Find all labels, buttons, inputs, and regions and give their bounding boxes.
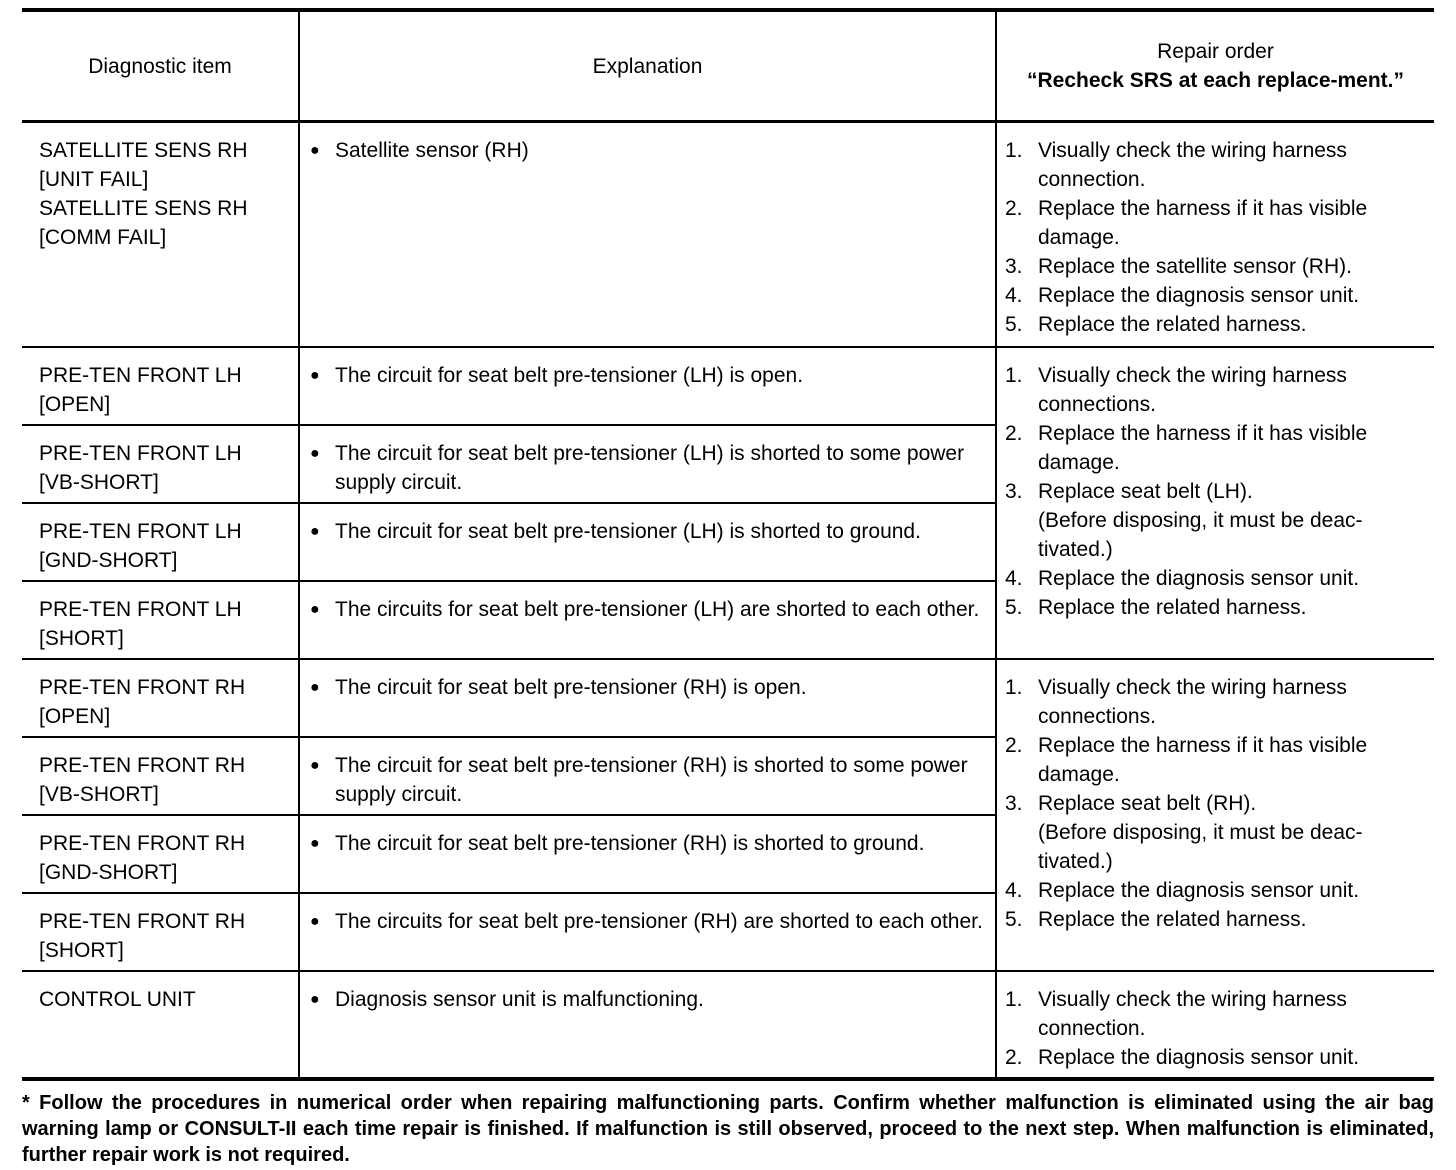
repair-step	[1005, 789, 1428, 876]
table-row	[22, 122, 1434, 347]
repair-step	[1005, 310, 1428, 339]
explanation-text: The circuit for seat belt pre-tensioner (RH) is shorted to some power supply circuit.	[335, 753, 968, 806]
step-number: 2.	[1005, 421, 1023, 445]
step-number: 1.	[1005, 139, 1023, 162]
diagnostic-item-cell: PRE-TEN FRONT RH [OPEN]	[22, 659, 299, 737]
step-text: Replace the diagnosis sensor unit.	[1038, 566, 1360, 590]
step-number: 3.	[1005, 791, 1023, 815]
diagnostic-item-cell: CONTROL UNIT	[22, 971, 299, 1079]
bullet-icon: ●	[310, 142, 320, 159]
step-number: 5.	[1005, 907, 1023, 931]
step-number: 1.	[1005, 675, 1023, 699]
explanation-text: The circuit for seat belt pre-tensioner (LH) is shorted to some power supply circuit.	[335, 441, 965, 494]
step-number: 5.	[1005, 595, 1023, 619]
repair-step	[1005, 593, 1428, 622]
bullet-icon: ●	[310, 444, 320, 462]
bullet-icon: ●	[310, 834, 320, 852]
step-number: 1.	[1005, 987, 1023, 1011]
step-number: 4.	[1005, 878, 1023, 902]
explanation-cell	[299, 581, 996, 659]
repair-step	[1005, 1043, 1428, 1072]
step-number: 2.	[1005, 1045, 1023, 1069]
bullet-icon: ●	[310, 990, 320, 1008]
bullet-icon: ●	[310, 600, 320, 618]
bullet-icon: ●	[310, 756, 320, 774]
bullet-icon: ●	[310, 366, 320, 384]
explanation-text: The circuit for seat belt pre-tensioner (LH) is open.	[335, 363, 804, 387]
step-text: Replace the harness if it has visible damage.	[1038, 733, 1368, 786]
table-row	[22, 971, 1434, 1079]
step-text: Replace the related harness.	[1038, 907, 1307, 931]
repair-step	[1005, 252, 1428, 281]
explanation-cell	[299, 815, 996, 893]
explanation-cell	[299, 425, 996, 503]
repair-steps-list	[1005, 673, 1428, 934]
step-text: Visually check the wiring harness connection.	[1038, 139, 1347, 191]
step-text: Visually check the wiring harness connection.	[1038, 987, 1347, 1040]
explanation-cell	[299, 971, 996, 1079]
bullet-icon: ●	[310, 678, 320, 696]
header-repair-order	[996, 10, 1434, 122]
step-text: Replace the harness if it has visible damage.	[1038, 197, 1368, 249]
repair-step	[1005, 564, 1428, 593]
repair-steps-list	[1005, 136, 1428, 339]
step-number: 5.	[1005, 313, 1023, 336]
repair-step	[1005, 905, 1428, 934]
explanation-cell	[299, 503, 996, 581]
repair-step	[1005, 361, 1428, 419]
explanation-cell	[299, 659, 996, 737]
step-text: Replace the diagnosis sensor unit.	[1038, 284, 1360, 307]
step-number: 2.	[1005, 733, 1023, 757]
diagnostic-item-cell: PRE-TEN FRONT RH [GND-SHORT]	[22, 815, 299, 893]
repair-order-cell	[996, 122, 1434, 347]
diagnostic-item-cell: PRE-TEN FRONT LH [VB-SHORT]	[22, 425, 299, 503]
repair-step	[1005, 419, 1428, 477]
diagnostic-item-cell: PRE-TEN FRONT LH [SHORT]	[22, 581, 299, 659]
repair-step	[1005, 731, 1428, 789]
repair-step	[1005, 673, 1428, 731]
step-text: Visually check the wiring harness connections.	[1038, 675, 1347, 728]
repair-step	[1005, 194, 1428, 252]
step-number: 4.	[1005, 284, 1023, 307]
explanation-text: The circuit for seat belt pre-tensioner (LH) is shorted to ground.	[335, 519, 921, 543]
repair-order-cell	[996, 971, 1434, 1079]
repair-step	[1005, 281, 1428, 310]
step-number: 4.	[1005, 566, 1023, 590]
step-text: Replace seat belt (LH). (Before disposing, it must be deac-tivated.)	[1038, 479, 1363, 561]
header-diagnostic-item: Diagnostic item	[22, 10, 299, 122]
repair-step	[1005, 985, 1428, 1043]
step-text: Replace the related harness.	[1038, 595, 1307, 619]
footnote: * Follow the procedures in numerical order when repairing malfunctioning parts. Confirm whether malfunction is eliminated using the air bag warning lamp or CONSULT-II each time repair is finished. If malfunction is still observed, proceed to the next step. When malfunction is eliminated, further repair work is not required.	[22, 1092, 1434, 1166]
explanation-cell	[299, 122, 996, 347]
diagnostic-item-cell: PRE-TEN FRONT RH [SHORT]	[22, 893, 299, 971]
diagnostic-item-cell: PRE-TEN FRONT LH [OPEN]	[22, 347, 299, 425]
repair-order-cell	[996, 347, 1434, 659]
table-header-row	[22, 10, 1434, 122]
step-text: Replace the diagnosis sensor unit.	[1038, 1045, 1360, 1069]
explanation-text: The circuits for seat belt pre-tensioner (LH) are shorted to each other.	[335, 597, 980, 621]
bullet-icon: ●	[310, 522, 320, 540]
step-number: 1.	[1005, 363, 1023, 387]
step-text: Replace seat belt (RH). (Before disposing, it must be deac-tivated.)	[1038, 791, 1363, 873]
step-number: 3.	[1005, 479, 1023, 503]
diagnostic-table	[22, 8, 1434, 1081]
step-text: Replace the related harness.	[1038, 313, 1307, 336]
explanation-cell	[299, 737, 996, 815]
repair-steps-list	[1005, 361, 1428, 622]
step-number: 3.	[1005, 255, 1023, 278]
explanation-cell	[299, 347, 996, 425]
repair-order-cell	[996, 659, 1434, 971]
table-row	[22, 659, 1434, 737]
diagnostic-item-cell: SATELLITE SENS RH [UNIT FAIL] SATELLITE SENS RH [COMM FAIL]	[22, 122, 299, 347]
step-text: Replace the satellite sensor (RH).	[1038, 255, 1352, 278]
bullet-icon: ●	[310, 912, 320, 930]
explanation-text: The circuit for seat belt pre-tensioner (RH) is open.	[335, 675, 807, 699]
step-text: Replace the harness if it has visible damage.	[1038, 421, 1368, 474]
step-text: Visually check the wiring harness connections.	[1038, 363, 1347, 416]
header-repair-order-title: Repair order	[1157, 40, 1274, 63]
explanation-cell	[299, 893, 996, 971]
diagnostic-item-cell: PRE-TEN FRONT LH [GND-SHORT]	[22, 503, 299, 581]
step-number: 2.	[1005, 197, 1023, 220]
explanation-text: The circuit for seat belt pre-tensioner (RH) is shorted to ground.	[335, 831, 925, 855]
step-text: Replace the diagnosis sensor unit.	[1038, 878, 1360, 902]
table-row	[22, 347, 1434, 425]
header-explanation: Explanation	[299, 10, 996, 122]
repair-step	[1005, 136, 1428, 194]
repair-step	[1005, 477, 1428, 564]
repair-steps-list	[1005, 985, 1428, 1072]
repair-step	[1005, 876, 1428, 905]
explanation-text: The circuits for seat belt pre-tensioner (RH) are shorted to each other.	[335, 909, 983, 933]
header-repair-order-note: “Recheck SRS at each replace-ment.”	[1027, 69, 1404, 92]
explanation-text: Diagnosis sensor unit is malfunctioning.	[335, 987, 704, 1011]
diagnostic-item-cell: PRE-TEN FRONT RH [VB-SHORT]	[22, 737, 299, 815]
explanation-text: Satellite sensor (RH)	[335, 139, 529, 162]
